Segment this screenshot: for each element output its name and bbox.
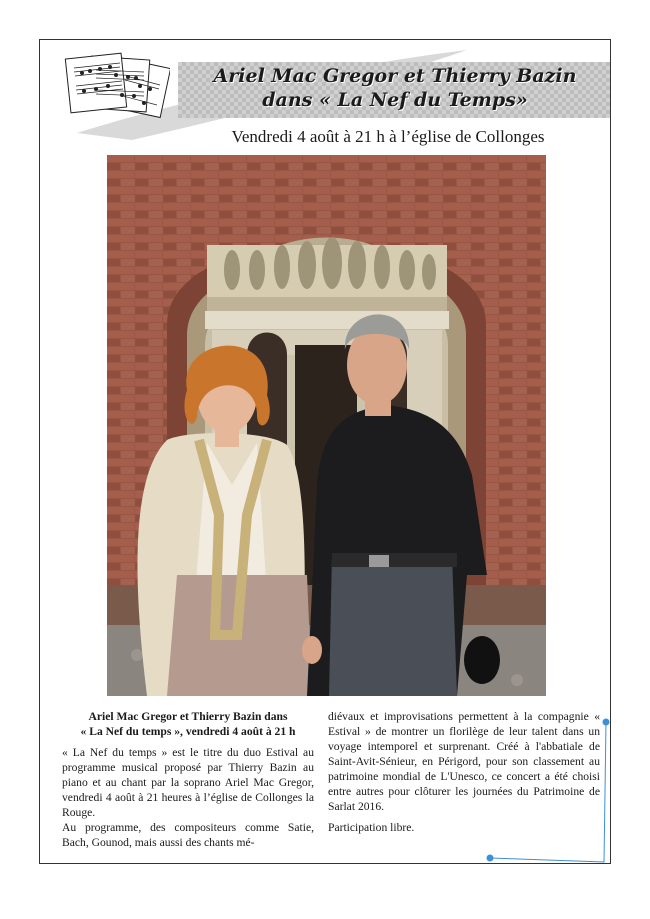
article-paragraph-4: Participation libre. (328, 821, 415, 834)
event-subtitle: Vendredi 4 août à 21 h à l’église de Collonges (231, 127, 545, 146)
article-paragraph-3: diévaux et improvisations permettent à la compagnie « Estival » de montrer un florilège de leur talent dans un voyage intemporel et surprenant. Créé à l'abbatiale de Saint-Avit-Sénieur, en Périgord, pour son classement au patrimoine mondial de L'Unesco, ce concert a été choisi entre autres pour clôturer les journées du Patrimoine de Sarlat 2016. (328, 710, 600, 813)
photo-caption (62, 709, 314, 739)
title-line-1: Ariel Mac Gregor et Thierry Bazin (213, 65, 577, 87)
corner-bracket (486, 718, 610, 864)
title-line-2: dans « La Nef du Temps» (262, 89, 528, 111)
caption-line-2: « La Nef du temps », vendredi 4 août à 21 h (80, 725, 296, 738)
sheet-music-icon (64, 52, 170, 124)
article-left-column (62, 709, 314, 850)
article-paragraph-1: « La Nef du temps » est le titre du duo Estival au programme musical proposé par Thierry Bazin au piano et au chant par la soprano Ariel Mac Gregor, vendredi 4 août à 21 heures à l’église de Collonges la Rouge. (62, 746, 314, 819)
caption-line-1: Ariel Mac Gregor et Thierry Bazin dans (88, 710, 288, 723)
page-title (180, 64, 610, 112)
article-paragraph-2: Au programme, des compositeurs comme Satie, Bach, Gounod, mais aussi des chants mé- (62, 821, 314, 849)
concert-photo (107, 155, 546, 696)
